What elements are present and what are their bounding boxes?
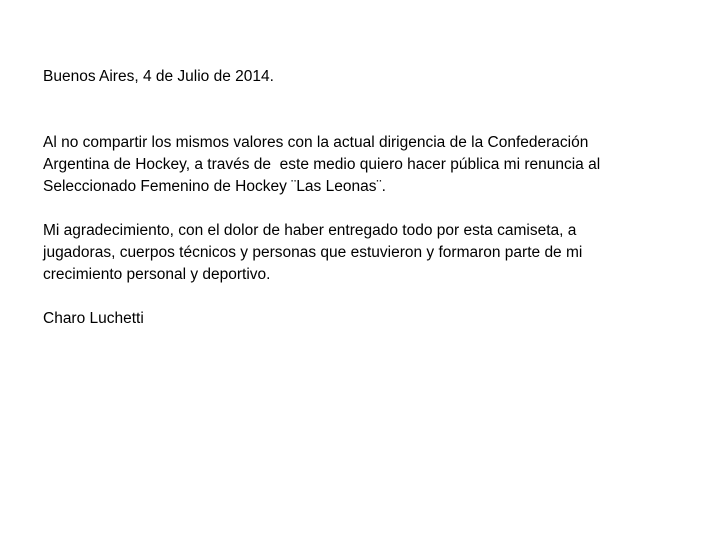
paragraph-line: crecimiento personal y deportivo. [43, 266, 271, 283]
paragraph-line: Seleccionado Femenino de Hockey ¨Las Leonas¨. [43, 178, 386, 195]
paragraph-line: Mi agradecimiento, con el dolor de haber entregado todo por esta camiseta, a [43, 222, 577, 239]
paragraph-line: Argentina de Hockey, a través de este medio quiero hacer pública mi renuncia al [43, 156, 601, 173]
thanks-paragraph [43, 220, 683, 286]
signature: Charo Luchetti [43, 310, 144, 327]
paragraph-line: Al no compartir los mismos valores con la actual dirigencia de la Confederación [43, 134, 589, 151]
resignation-paragraph [43, 132, 683, 198]
letter-document [43, 66, 683, 330]
paragraph-line: jugadoras, cuerpos técnicos y personas que estuvieron y formaron parte de mi [43, 244, 583, 261]
letter-date: Buenos Aires, 4 de Julio de 2014. [43, 68, 274, 85]
